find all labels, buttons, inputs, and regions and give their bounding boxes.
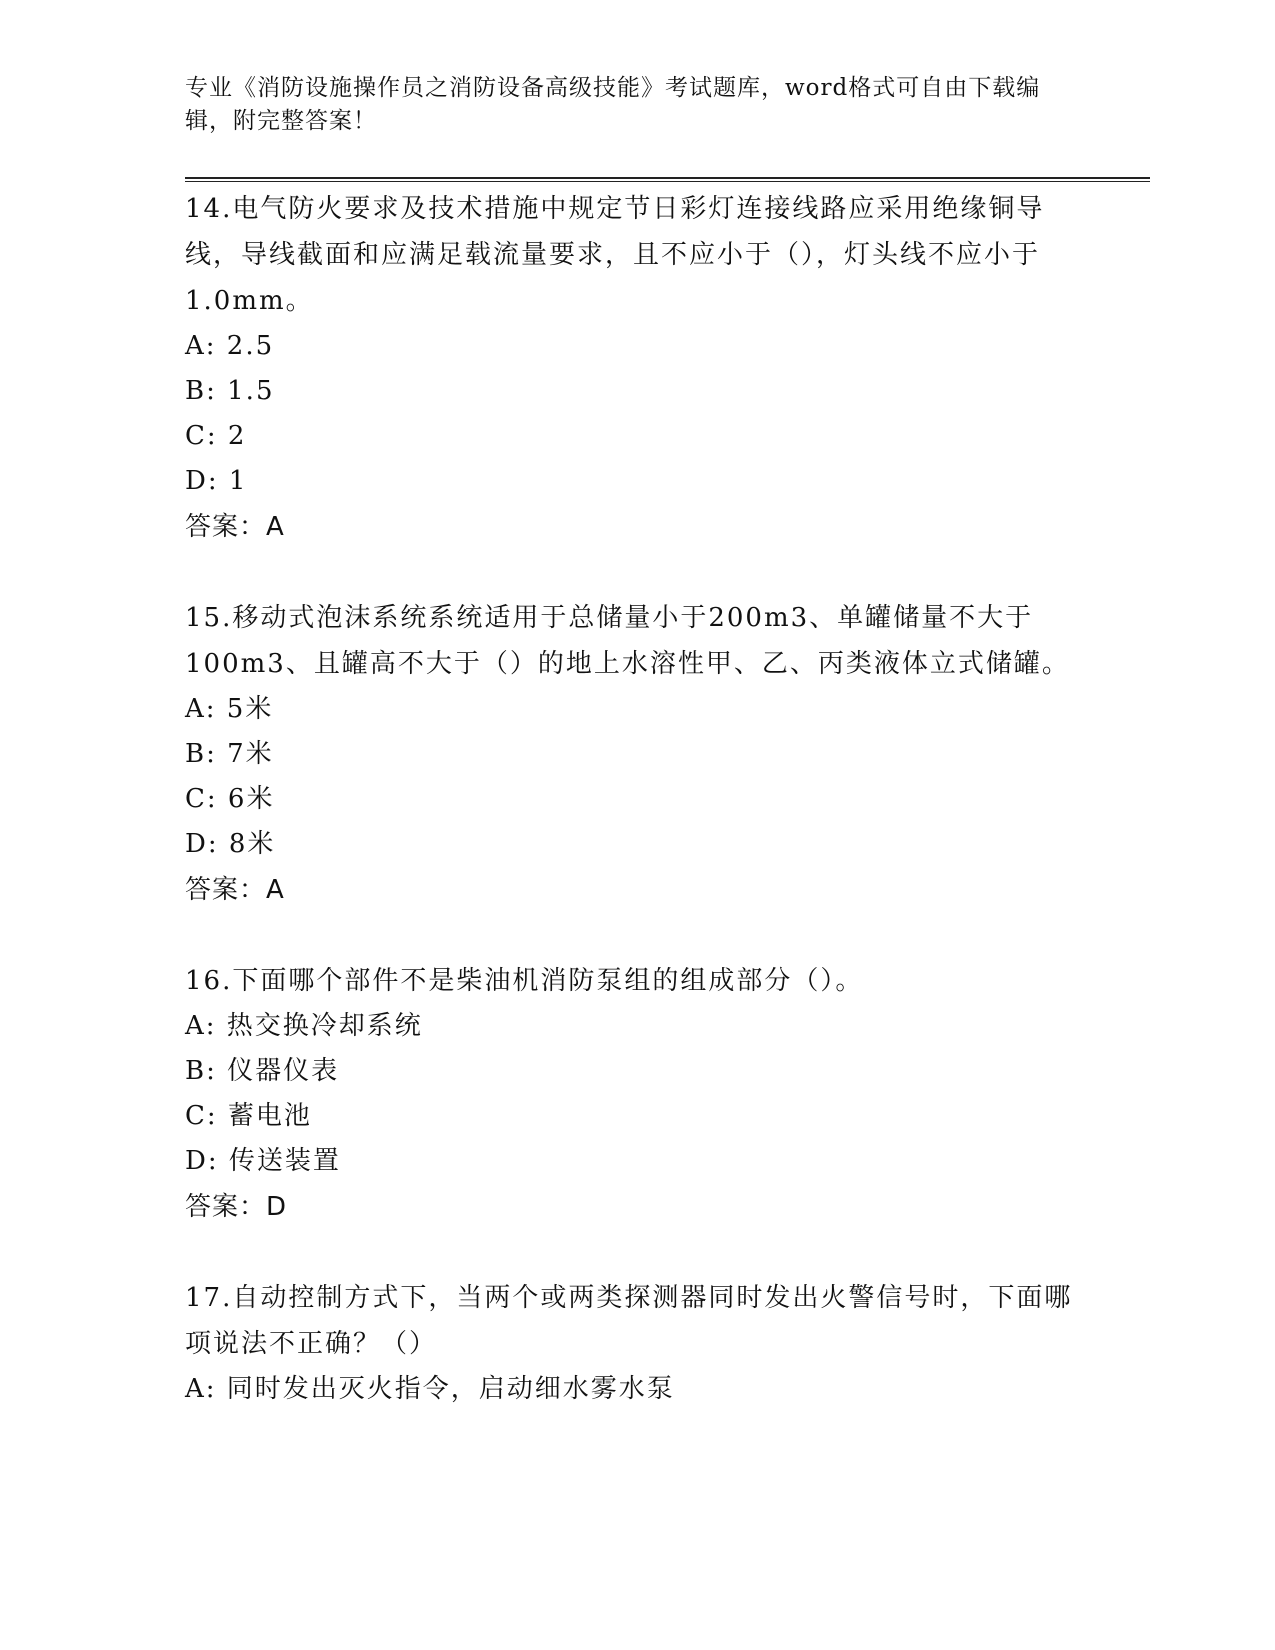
question-16	[185, 958, 1085, 1230]
header-divider	[185, 177, 1150, 182]
option-a: A: 热交换冷却系统	[185, 1011, 423, 1041]
option-a: A: 2.5	[185, 331, 275, 361]
option-c: C: 蓄电池	[185, 1101, 312, 1131]
question-14	[185, 186, 1085, 550]
answer-text: 答案：D	[185, 1192, 288, 1222]
option-d: D: 1	[185, 466, 248, 496]
option-a: A: 同时发出灭火指令，启动细水雾水泵	[185, 1374, 675, 1404]
question-text: 14.电气防火要求及技术措施中规定节日彩灯连接线路应采用绝缘铜导线，导线截面和应满足载流量要求，且不应小于（），灯头线不应小于1.0mm。	[185, 194, 1045, 316]
option-b: B: 1.5	[185, 376, 275, 406]
option-c: C: 2	[185, 421, 247, 451]
question-15	[185, 595, 1085, 913]
question-text: 16.下面哪个部件不是柴油机消防泵组的组成部分（）。	[185, 966, 864, 996]
question-text: 17.自动控制方式下，当两个或两类探测器同时发出火警信号时，下面哪项说法不正确？（）	[185, 1283, 1073, 1359]
option-d: D: 8米	[185, 829, 276, 859]
option-b: B: 7米	[185, 739, 274, 769]
option-c: C: 6米	[185, 784, 275, 814]
answer-text: 答案：A	[185, 875, 285, 905]
question-text: 15.移动式泡沫系统系统适用于总储量小于200m3、单罐储量不大于100m3、且罐高不大于（）的地上水溶性甲、乙、丙类液体立式储罐。	[185, 603, 1070, 679]
option-d: D: 传送装置	[185, 1146, 341, 1176]
answer-text: 答案：A	[185, 512, 285, 542]
question-list	[185, 186, 1085, 1457]
document-header: 专业《消防设施操作员之消防设备高级技能》考试题库，word格式可自由下载编辑，附完整答案！	[185, 75, 1041, 134]
option-a: A: 5米	[185, 694, 274, 724]
option-b: B: 仪器仪表	[185, 1056, 340, 1086]
question-17	[185, 1275, 1085, 1412]
